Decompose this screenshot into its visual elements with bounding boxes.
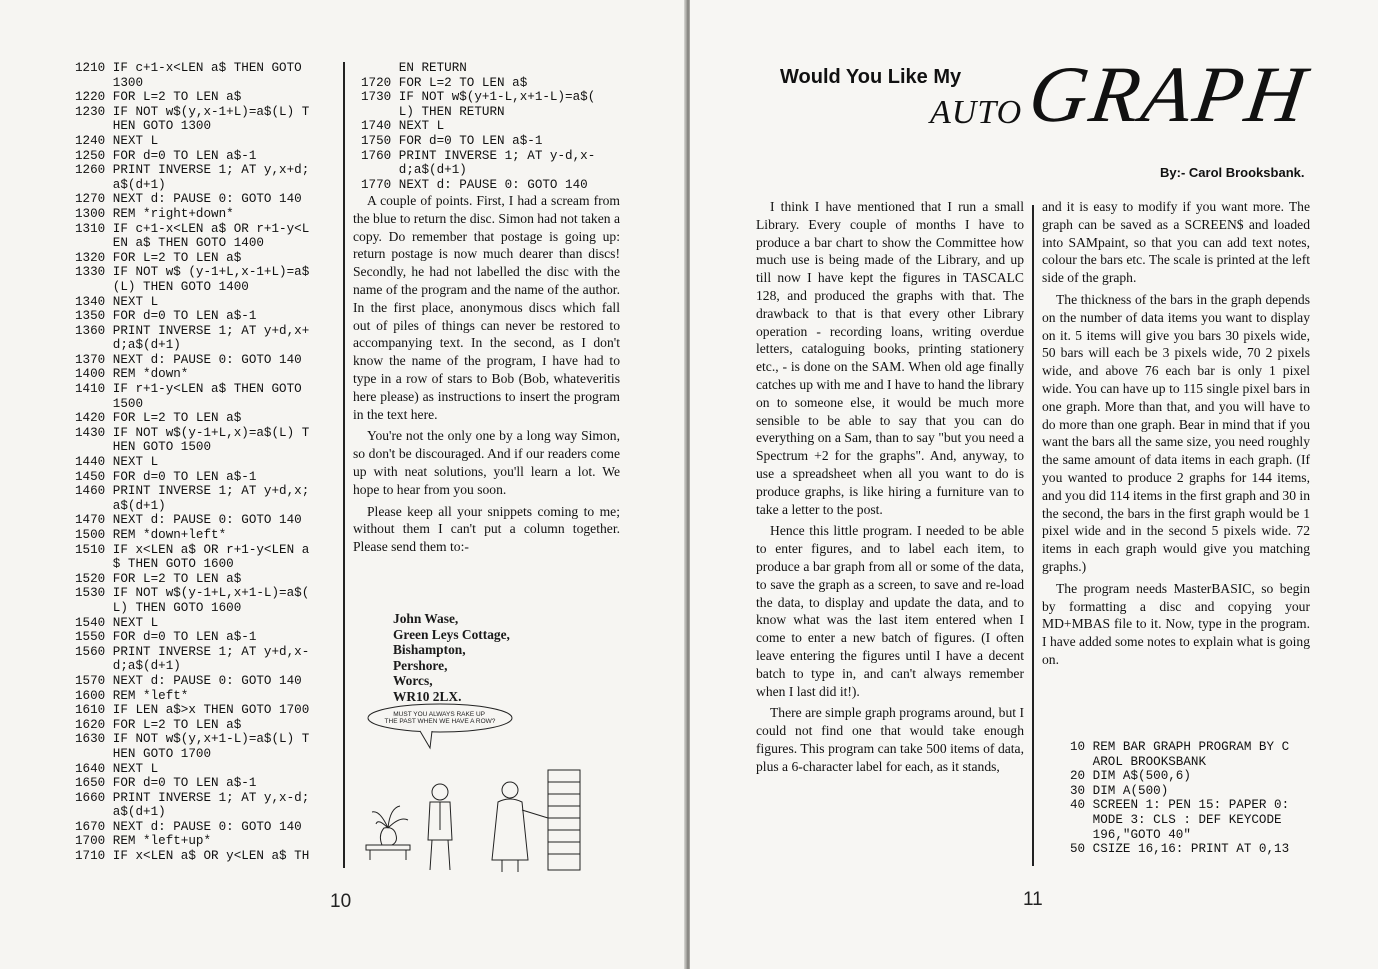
cabinet-drawers <box>548 782 580 854</box>
paragraph: A couple of points. First, I had a scream from the blue to return the disc. Simon had not taken a copy. Do remember that postage is going up: return postage is now much dearer than discs! Secondly, he had not labelled the disc with the name of the program and the name of the author. In the first place, anonymous discs which fall out of piles of things can never be restored to accompanying text. In the second, as I don't know the name of the program, I have had to type in a row of stars to Bob (Bob, whateveritis here please) as instructions to insert the program in the text here. <box>353 193 620 422</box>
code-listing-continued: EN RETURN 1720 FOR L=2 TO LEN a$ 1730 IF NOT w$(y+1-L,x+1-L)=a$( L) THEN RETURN 1740 NEXT L 1750 FOR d=0 TO LEN a$-1 1760 PRINT INVERSE 1; AT y-d,x- d;a$(d+1) 1770 NEXT d: PAUSE 0: GOTO 140 <box>361 61 596 192</box>
code-listing-left: 1210 IF c+1-x<LEN a$ THEN GOTO 1300 1220 FOR L=2 TO LEN a$ 1230 IF NOT w$(y,x-1+L)=a$(L) T HEN GOTO 1300 1240 NEXT L 1250 FOR d=0 TO LEN a$-1 1260 PRINT INVERSE 1; AT y,x+d; a$(d+1) 1270 NEXT d: PAUSE 0: GOTO 140 1300 REM *right+down* 1310 IF c+1-x<LEN a$ OR r+1-y<L EN a$ THEN GOTO 1400 1320 FOR L=2 TO LEN a$ 1330 IF NOT w$ (y-1+L,x-1+L)=a$ (L) THEN GOTO 1400 1340 NEXT L 1350 FOR d=0 TO LEN a$-1 1360 PRINT INVERSE 1; AT y+d,x+ d;a$(d+1) 1370 NEXT d: PAUSE 0: GOTO 140 1400 REM *down* 1410 IF r+1-y<LEN a$ THEN GOTO 1500 1420 FOR L=2 TO LEN a$ 1430 IF NOT w$(y-1+L,x)=a$(L) T HEN GOTO 1500 1440 NEXT L 1450 FOR d=0 TO LEN a$-1 1460 PRINT INVERSE 1; AT y+d,x; a$(d+1) 1470 NEXT d: PAUSE 0: GOTO 140 1500 REM *down+left* 1510 IF x<LEN a$ OR r+1-y<LEN a $ THEN GOTO 1600 1520 FOR L=2 TO LEN a$ 1530 IF NOT w$(y-1+L,x+1-L)=a$( L) THEN GOTO 1600 1540 NEXT L 1550 FOR d=0 TO LEN a$-1 1560 PRINT INVERSE 1; AT y+d,x- d;a$(d+1) 1570 NEXT d: PAUSE 0: GOTO 140 1600 REM *left* 1610 IF LEN a$>x THEN GOTO 1700 1620 FOR L=2 TO LEN a$ 1630 IF NOT w$(y,x+1-L)=a$(L) T HEN GOTO 1700 1640 NEXT L 1650 FOR d=0 TO LEN a$-1 1660 PRINT INVERSE 1; AT y,x-d; a$(d+1) 1670 NEXT d: PAUSE 0: GOTO 140 1700 REM *left+up* 1710 IF x<LEN a$ OR y<LEN a$ TH <box>75 61 310 864</box>
paragraph: Please keep all your snippets coming to me; without them I can't put a column together. Please send them to:- <box>353 503 620 555</box>
address-line: WR10 2LX. <box>393 688 462 704</box>
paragraph: I think I have mentioned that I run a small Library. Every couple of months I have to produce a bar chart to show the Committee how much use is being made of the Library, and up till now I have kept the figures in TASCALC 128, and produced the graphs with that. The drawback to that is that every other Library operation - recording loans, writing overdue letters, cataloguing books, printing stationery etc., - is done on the SAM. When old age finally catches up with me and I have to hand the library on to someone else, it would be much more sensible to be able to say that you can do everything on a Sam, than to say "but you need a Spectrum +2 for the graphs". And, anyway, to use a spreadsheet when all you want to do is produce graphs, is like hiring a furniture van to take a letter to the post. <box>756 199 1025 517</box>
byline: By:- Carol Brooksbank. <box>1160 165 1305 180</box>
plant <box>372 806 408 828</box>
man-head <box>432 784 448 800</box>
page-number: 11 <box>1023 889 1043 910</box>
column-divider <box>343 62 345 868</box>
article-title-prefix: Would You Like My <box>780 66 962 88</box>
address-line: Bishampton, <box>393 642 466 658</box>
article-title-graph: GRAPH <box>1023 51 1314 139</box>
address-block <box>393 611 510 705</box>
address-line: John Wase, <box>393 611 459 626</box>
paragraph: You're not the only one by a long way Simon, so don't be discouraged. And if our readers come up with neat solutions, you'll learn a lot. We hope to hear from you soon. <box>353 428 620 497</box>
right-page <box>690 0 1378 969</box>
speech-bubble-tail <box>420 731 432 748</box>
address-line: Worcs, <box>393 673 433 689</box>
paragraph: Hence this little program. I needed to be able to enter figures, and to label each item, to produce a bar graph from all or some of the data, to save the graph as a screen, to save and re-load the data, to display and update the data, and to know what was the last item entered when I come to enter a new batch of figures. (I often leave entering the figures until I have a decent batch to type in, and can't always remember when I last did it!). <box>756 523 1024 699</box>
column-divider <box>1032 205 1034 866</box>
article-title-auto: AUTO <box>930 94 1023 131</box>
woman-head <box>502 782 518 798</box>
article-text-left <box>353 192 620 560</box>
article-column-2 <box>1042 198 1310 673</box>
cartoon-illustration <box>360 700 620 880</box>
code-listing-right: 10 REM BAR GRAPH PROGRAM BY C AROL BROOKSBANK 20 DIM A$(500,6) 30 DIM A(500) 40 SCREEN 1: PEN 15: PAPER 0: MODE 3: CLS : DEF KEYCODE 196,"GOTO 40" 50 CSIZE 16,16: PRINT AT 0,13 <box>1070 740 1290 857</box>
vase <box>380 828 396 845</box>
side-table <box>366 845 410 860</box>
article-column-1 <box>756 198 1024 780</box>
page-number: 10 <box>330 891 352 912</box>
man-figure <box>428 802 452 870</box>
left-page <box>0 0 686 969</box>
paragraph: and it is easy to modify if you want more. The graph can be saved as a SCREEN$ and loaded into SAMpaint, so that you can add text notes, colour the bars etc. The scale is printed at the left side of the graph. <box>1042 199 1310 286</box>
paragraph: The thickness of the bars in the graph depends on the number of data items you want to display on it. 5 items will give you bars 30 pixels wide, 50 bars will each be 3 pixels wide, 70 2 pixels wide, and above 76 each bar is only 1 pixel wide. You can have up to 115 single pixel bars in one graph. More than that, and you will have to do more than one graph. Bear in mind that if you want the bars all the same size, you need roughly the same amount of data items in each graph. (If you wanted to produce 2 graphs for 144 items, and you did 114 items in the first graph and 30 in the second, the bars in the first graph would be 1 pixel wide and in the second 5 pixels wide. 72 items in each graph would give you matching graphs.) <box>1042 291 1310 574</box>
paragraph: There are simple graph programs around, but I could not find one that would take enough figures. This program can take 500 items of data, plus a 6-character label for each, as it stands, <box>756 705 1024 774</box>
filing-cabinet <box>548 770 580 870</box>
address-line: Pershore, <box>393 657 448 673</box>
paragraph: The program needs MasterBASIC, so begin by formatting a disc and copying your MD+MBAS file to it. Now, type in the program. I have added some notes to explain what is going on. <box>1042 580 1310 667</box>
woman-figure <box>492 799 548 872</box>
cartoon-caption: MUST YOU ALWAYS RAKE UP THE PAST WHEN WE HAVE A ROW? <box>384 711 496 725</box>
address-line: Green Leys Cottage, <box>393 626 510 642</box>
